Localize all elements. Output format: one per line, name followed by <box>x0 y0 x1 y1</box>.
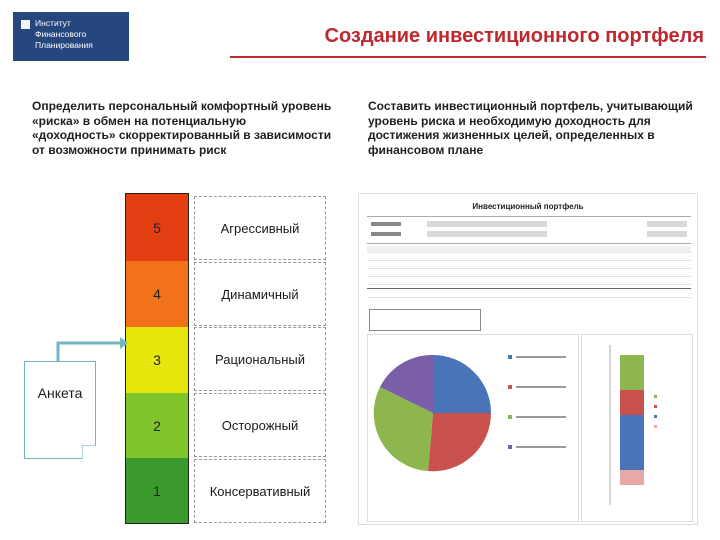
risk-level-3: 3 <box>126 327 188 393</box>
questionnaire-document <box>24 361 96 459</box>
portfolio-table <box>367 246 691 298</box>
right-description: Составить инвестиционный портфель, учитывающий уровень риска и необходимую доходность для достижения жизненных целей, определенных в финансовом плане <box>368 99 693 157</box>
risk-level-4: 4 <box>126 261 188 327</box>
left-description: Определить персональный комфортный уровень «риска» в обмен на потенциальную «доходность» скорректированный в зависимости от возможности принимать риск <box>32 99 332 157</box>
risk-label-rational: Рациональный <box>194 327 326 391</box>
logo <box>13 12 129 61</box>
risk-profile-table <box>369 309 481 331</box>
table-row <box>367 288 691 298</box>
risk-label-conservative: Консервативный <box>194 459 326 523</box>
risk-level-5: 5 <box>126 194 188 261</box>
header-lines <box>367 217 691 243</box>
title-underline <box>230 56 706 58</box>
portfolio-header-table <box>367 216 691 244</box>
table-row <box>367 261 691 269</box>
table-row <box>367 253 691 261</box>
table-row <box>367 269 691 277</box>
logo-square-icon <box>21 20 30 29</box>
page-fold-icon <box>82 445 96 459</box>
risk-scale <box>125 193 189 524</box>
portfolio-title: Инвестиционный портфель <box>472 202 584 211</box>
portfolio-thumbnail <box>358 193 698 525</box>
page-title: Создание инвестиционного портфеля <box>324 25 704 47</box>
pie-chart <box>367 334 579 522</box>
stacked-bar-svg <box>582 335 692 521</box>
risk-level-2: 2 <box>126 393 188 458</box>
logo-text: Институт Финансового Планирования <box>35 18 93 50</box>
pie-chart-svg <box>368 335 578 521</box>
risk-label-aggressive: Агрессивный <box>194 196 326 260</box>
risk-label-cautious: Осторожный <box>194 393 326 457</box>
risk-level-1: 1 <box>126 458 188 523</box>
table-row <box>367 246 691 253</box>
questionnaire-label: Анкета <box>37 385 83 401</box>
table-row <box>367 277 691 285</box>
risk-label-dynamic: Динамичный <box>194 262 326 326</box>
stacked-bar-chart <box>581 334 693 522</box>
